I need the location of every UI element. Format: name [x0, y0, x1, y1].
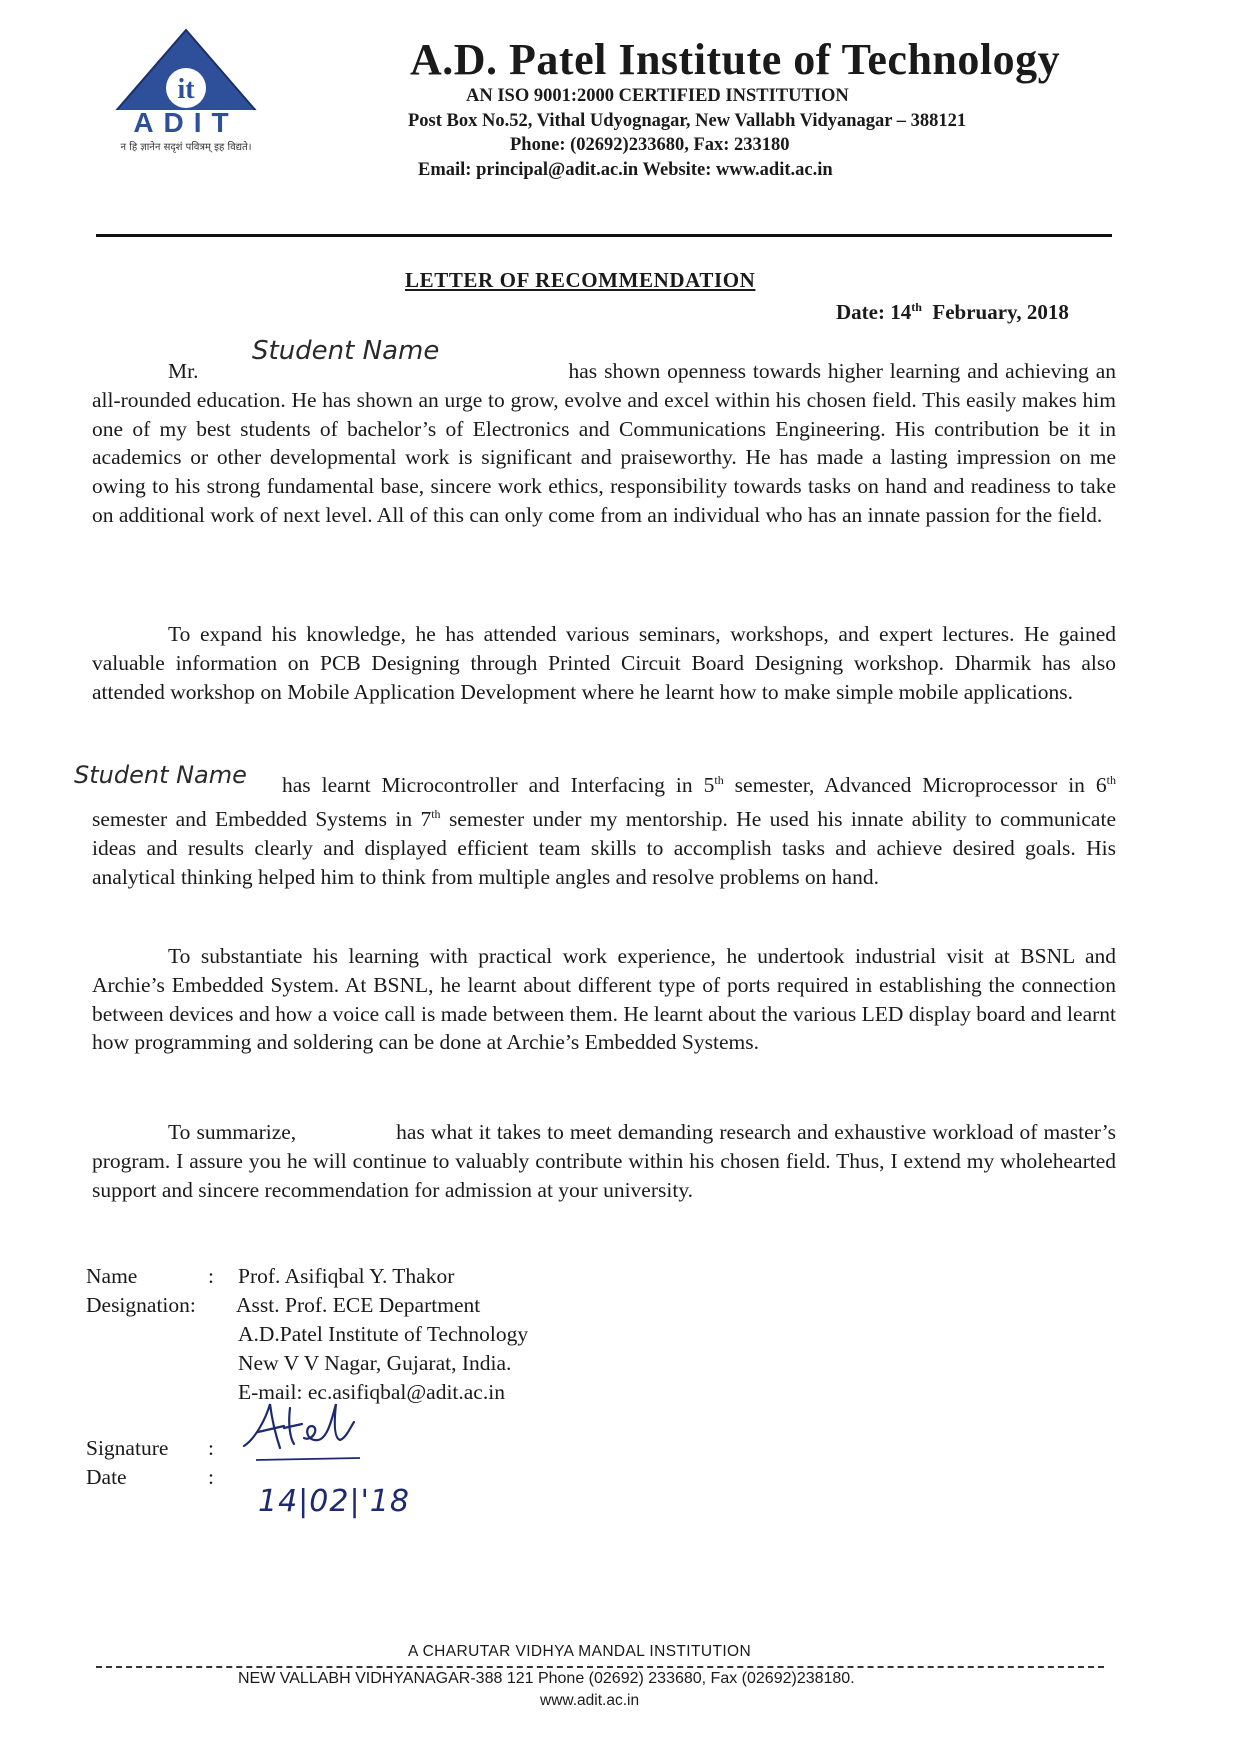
- header-divider: [96, 234, 1112, 237]
- logo-motto: न हि ज्ञानेन सदृशं पवित्रम् इह विद्यते।: [120, 142, 252, 153]
- date-colon: :: [208, 1465, 214, 1489]
- signature-colon: :: [208, 1436, 214, 1460]
- designation-line-2: A.D.Patel Institute of Technology: [238, 1322, 529, 1346]
- handwritten-date: 14|02|'18: [258, 1484, 410, 1519]
- footer-address: NEW VALLABH VIDHYANAGAR-388 121 Phone (02692) 233680, Fax (02692)238180.: [238, 1670, 855, 1687]
- student-name-placeholder: Student Name: [252, 336, 440, 366]
- designation-label: Designation:: [86, 1293, 196, 1317]
- email-line: E-mail: ec.asifiqbal@adit.ac.in: [238, 1380, 505, 1404]
- handwritten-signature: [236, 1398, 366, 1462]
- designation-line-1: Asst. Prof. ECE Department: [236, 1293, 481, 1317]
- logo-text: ADIT: [133, 107, 239, 138]
- paragraph-4: To substantiate his learning with practical work experience, he undertook industrial visit at BSNL and Archie’s Embedded System. At BSNL, he learnt about different type of ports required in establishing the connection between devices and how a voice call is made between them. He learnt about the various LED display board and learnt how programming and soldering can be done at Archie’s Embedded Systems.: [92, 944, 1116, 1055]
- paragraph-2: To expand his knowledge, he has attended various seminars, workshops, and expert lectures. He gained valuable information on PCB Designing through Printed Circuit Board Designing workshop. Dharmik has also attended workshop on Mobile Application Development where he learnt how to make simple mobile applications.: [92, 622, 1116, 704]
- paragraph-5: To summarize, has what it takes to meet demanding research and exhaustive workload of master’s program. I assure you he will continue to valuably contribute within his chosen field. Thus, I extend my wholehearted support and sincere recommendation for admission at your university.: [92, 1120, 1116, 1202]
- footer-website: www.adit.ac.in: [540, 1692, 640, 1709]
- institute-name: A.D. Patel Institute of Technology: [410, 35, 1061, 84]
- name-colon: :: [208, 1264, 214, 1288]
- student-name-placeholder-2: Student Name: [74, 761, 247, 789]
- address-line: Post Box No.52, Vithal Udyognagar, New Vallabh Vidyanagar – 388121: [408, 111, 967, 131]
- svg-text:it: it: [177, 74, 195, 105]
- footer-divider: [96, 1666, 1104, 1668]
- date-label: Date: [86, 1465, 127, 1489]
- letter-date: Date: 14th February, 2018: [836, 300, 1069, 324]
- paragraph-3: has learnt Microcontroller and Interfacing in 5th semester, Advanced Microprocessor in 6th semester and Embedded Systems in 7th semester under my mentorship. He used his innate ability to communicate ideas and results clearly and displayed efficient team skills to accomplish tasks and achieve desired goals. His analytical thinking helped him to think from multiple angles and resolve problems on hand.: [92, 773, 1116, 889]
- designation-line-3: New V V Nagar, Gujarat, India.: [238, 1351, 512, 1375]
- letter-title: LETTER OF RECOMMENDATION: [405, 268, 756, 292]
- email-website-line: Email: principal@adit.ac.in Website: www.adit.ac.in: [418, 160, 833, 180]
- paragraph-1: Mr. has shown openness towards higher learning and achieving an all-rounded education. He has shown an urge to grow, evolve and excel within his chosen field. This easily makes him one of my best students of bachelor’s of Electronics and Communications Engineering. His contribution be it in academics or other developmental work is significant and praiseworthy. He has made a lasting impression on me owing to his strong fundamental base, sincere work ethics, responsibility towards tasks on hand and readiness to take on additional work of next level. All of this can only come from an individual who has an innate passion for the field.: [92, 359, 1116, 527]
- phone-line: Phone: (02692)233680, Fax: 233180: [510, 135, 790, 155]
- signature-label: Signature: [86, 1436, 169, 1460]
- name-label: Name: [86, 1264, 138, 1288]
- name-value: Prof. Asifiqbal Y. Thakor: [238, 1264, 455, 1288]
- footer-institution: A CHARUTAR VIDHYA MANDAL INSTITUTION: [408, 1643, 752, 1660]
- certification-line: AN ISO 9001:2000 CERTIFIED INSTITUTION: [466, 86, 849, 106]
- institute-logo: [88, 26, 284, 156]
